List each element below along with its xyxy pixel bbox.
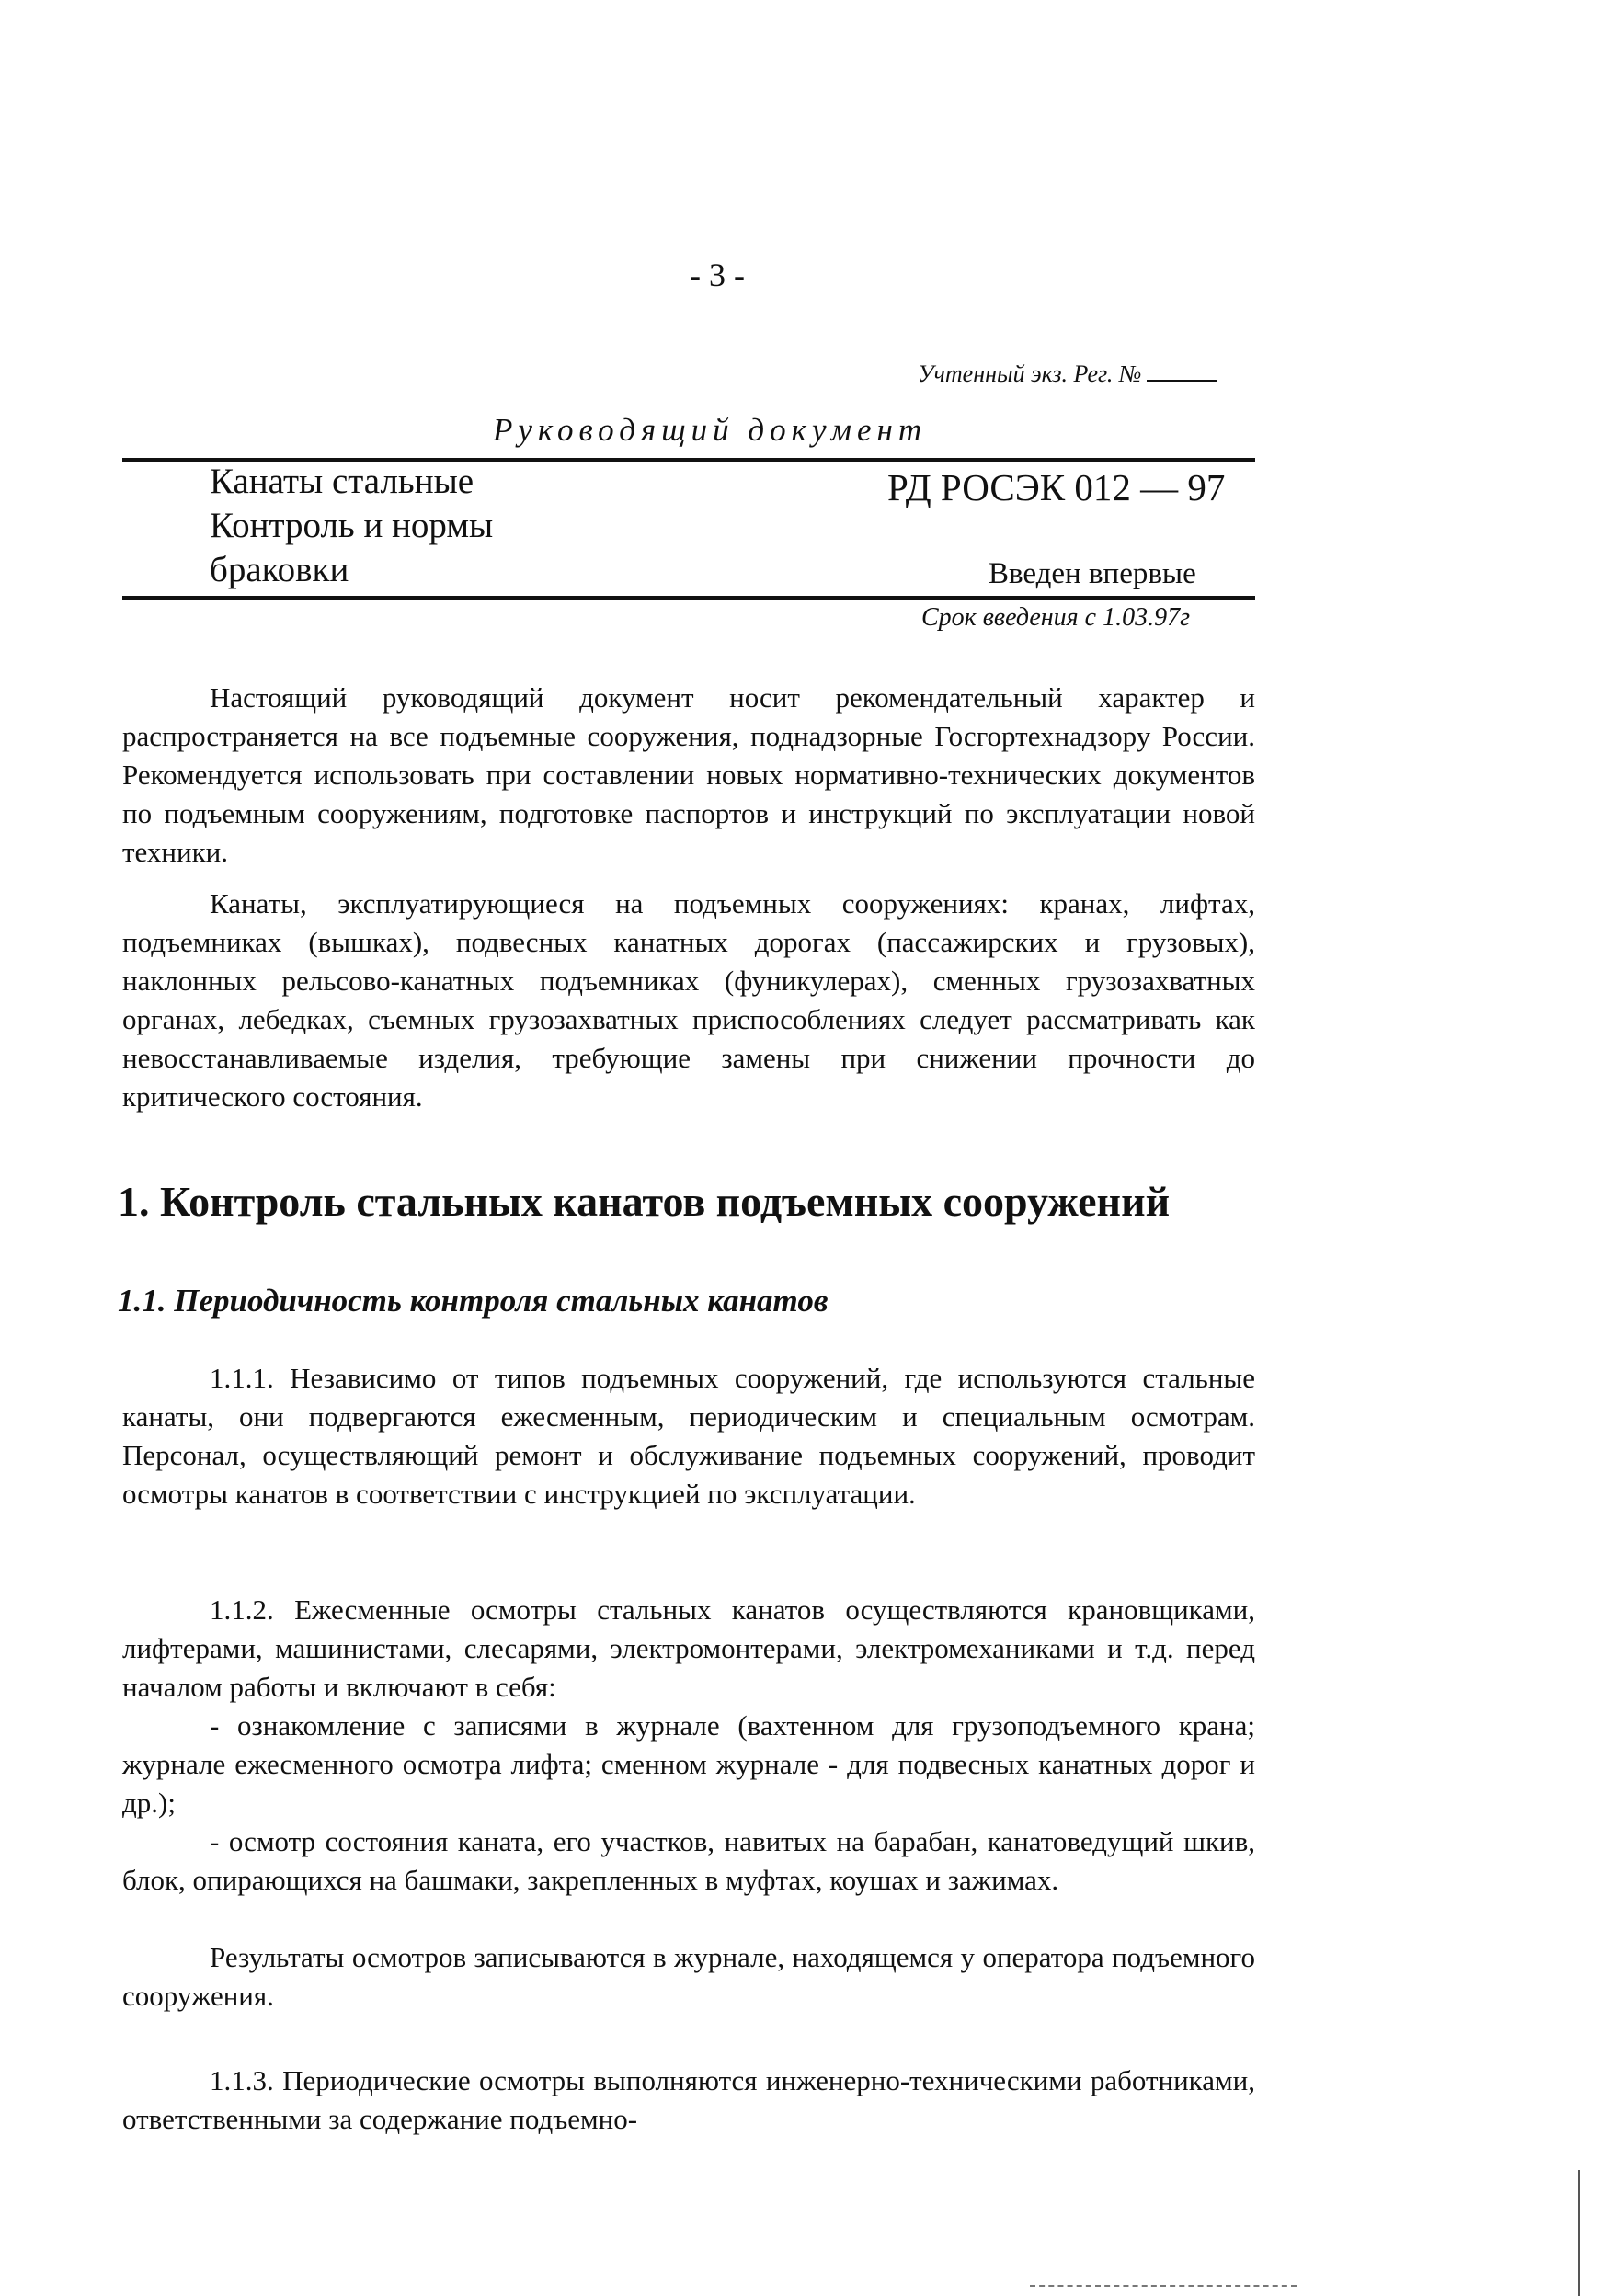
doc-code: РД РОСЭК 012 — 97 [887, 466, 1226, 508]
header-rule-bottom [122, 596, 1255, 600]
accounting-mark-text: Учтенный экз. Рег. № [918, 360, 1142, 387]
doc-title-line-2: Контроль и нормы [210, 506, 494, 545]
paragraph-1-1-3: 1.1.3. Периодические осмотры выполняются инженерно-техническими работниками, ответственными за содержание подъемно- [122, 2064, 1255, 2135]
subsection-heading: 1.1. Периодичность контроля стальных канатов [118, 1283, 829, 1319]
registration-blank [1147, 380, 1217, 382]
doc-type-label: Руководящий документ [493, 412, 928, 448]
paragraph-1-1-2: 1.1.2. Ежесменные осмотры стальных канатов осуществляются крановщиками, лифтерами, машинистами, слесарями, электромонтерами, электромеханиками и т.д. перед началом работы и включают в себя: [122, 1593, 1255, 1703]
scan-edge-mark [1578, 2170, 1580, 2296]
first-introduced: Введен впервые [989, 557, 1196, 590]
doc-title-line-3: браковки [210, 550, 349, 589]
page-number: - 3 - [690, 257, 745, 293]
paragraph-results: Результаты осмотров записываются в журнале, находящемся у оператора подъемного сооружения. [122, 1941, 1255, 2012]
intro-paragraph-1: Настоящий руководящий документ носит рекомендательный характер и распространяется на все подъемные сооружения, поднадзорные Госгортехнадзору России. Рекомендуется использовать при составлении новых нормативно-технических документов по подъемным сооружениям, подготовке паспортов и инструкций по эксплуатации новой техники. [122, 681, 1255, 868]
paragraph-1-1-1: 1.1.1. Независимо от типов подъемных сооружений, где используются стальные канаты, они подвергаются ежесменным, периодическим и специальным осмотрам. Персонал, осуществляющий ремонт и обслуживание подъемных сооружений, проводит осмотры канатов в соответствии с инструкцией по эксплуатации. [122, 1362, 1255, 1510]
bullet-rope-inspection: - осмотр состояния каната, его участков, навитых на барабан, канатоведущий шкив, блок, опирающихся на башмаки, закрепленных в муфтах, коушах и зажимах. [122, 1825, 1255, 1896]
bullet-journal-review: - ознакомление с записями в журнале (вахтенном для грузоподъемного крана; журнале ежесменного осмотра лифта; сменном журнале - для подвесных канатных дорог и др.); [122, 1709, 1255, 1819]
intro-paragraph-2: Канаты, эксплуатирующиеся на подъемных сооружениях: кранах, лифтах, подъемниках (вышках), подвесных канатных дорогах (пассажирских и грузовых), наклонных рельсово-канатных подъемниках (фуникулерах), сменных грузозахватных органах, лебедках, съемных грузозахватных приспособлениях следует рассматривать как невосстанавливаемые изделия, требующие замены при снижении прочности до критического состояния. [122, 887, 1255, 1113]
doc-title [210, 460, 493, 592]
effective-date: Срок введения с 1.03.97г [921, 603, 1191, 632]
accounting-mark [918, 360, 1217, 388]
doc-title-line-1: Канаты стальные [210, 462, 474, 501]
footer-dashed-line [1030, 2285, 1297, 2287]
section-heading: 1. Контроль стальных канатов подъемных сооружений [118, 1178, 1171, 1225]
